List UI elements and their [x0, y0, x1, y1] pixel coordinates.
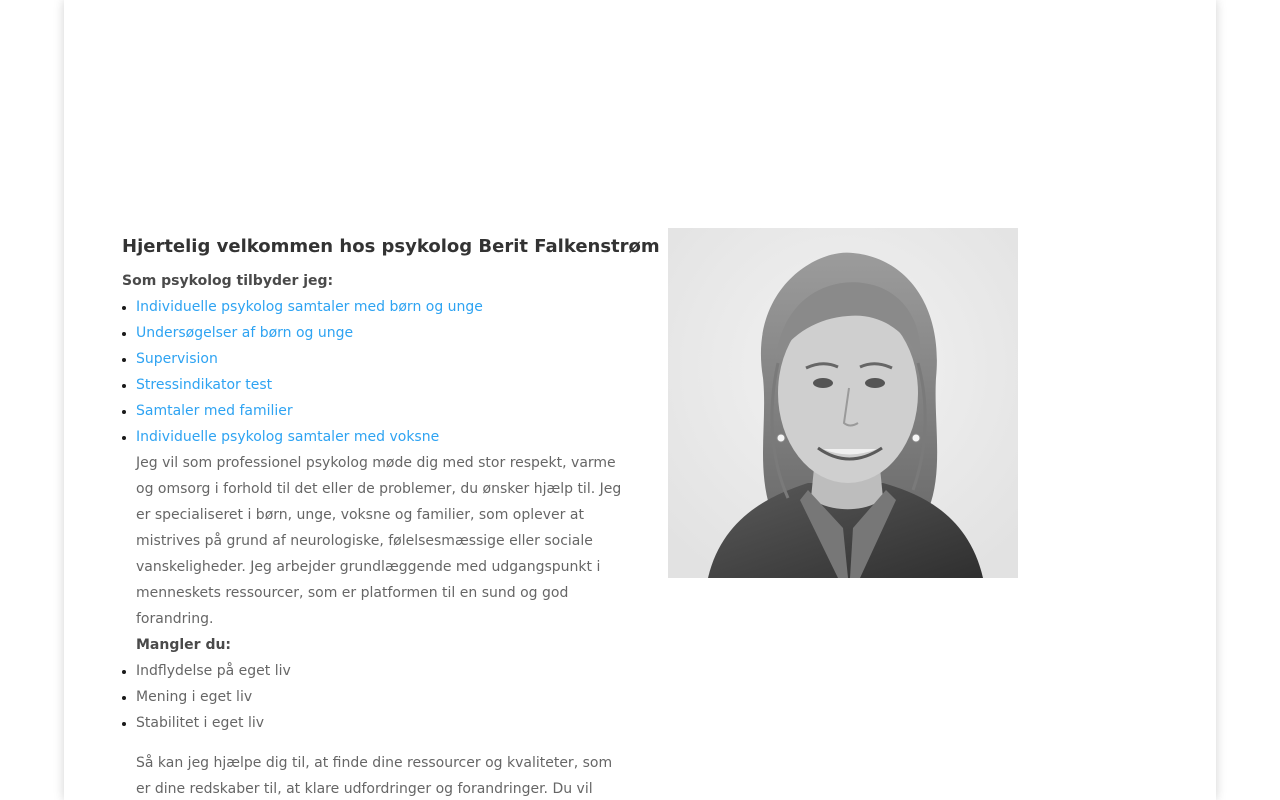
lacks-item-meaning: Mening i eget liv: [136, 689, 253, 705]
lacks-list: [122, 658, 622, 736]
list-item: [136, 346, 622, 372]
services-intro: Som psykolog tilbyder jeg:: [122, 273, 334, 289]
service-link-supervision[interactable]: Supervision: [136, 351, 218, 367]
list-item: [136, 294, 622, 320]
service-link-stress-test[interactable]: Stressindikator test: [136, 377, 273, 393]
list-item: [136, 658, 622, 684]
service-link-family-talks[interactable]: Samtaler med familier: [136, 403, 293, 419]
list-item: [136, 398, 622, 424]
service-link-children-talks[interactable]: Individuelle psykolog samtaler med børn og unge: [136, 299, 483, 315]
lacks-heading: Mangler du:: [136, 637, 232, 653]
service-link-examinations[interactable]: Undersøgelser af børn og unge: [136, 325, 354, 341]
page-title: Hjertelig velkommen hos psykolog Berit Falkenstrøm: [122, 236, 660, 257]
help-paragraph: Så kan jeg hjælpe dig til, at finde dine ressourcer og kvaliteter, som er dine redskaber til, at klare udfordringer og forandringer. Du vil: [136, 755, 613, 797]
list-item: [136, 424, 622, 450]
list-item: [136, 710, 622, 736]
list-item: [136, 684, 622, 710]
portrait-photo: [668, 228, 1018, 578]
lacks-item-influence: Indflydelse på eget liv: [136, 663, 291, 679]
services-list: [122, 294, 622, 450]
list-item: [136, 372, 622, 398]
service-link-adult-talks[interactable]: Individuelle psykolog samtaler med voksne: [136, 429, 440, 445]
main-content: [122, 232, 660, 800]
page-container: [64, 0, 1216, 800]
lacks-item-stability: Stabilitet i eget liv: [136, 715, 265, 731]
list-item: [136, 320, 622, 346]
intro-paragraph: Jeg vil som professionel psykolog møde dig med stor respekt, varme og omsorg i forhold til det eller de problemer, du ønsker hjælp til. Jeg er specialiseret i børn, unge, voksne og familier, som oplever at mistrives på grund af neurologiske, følelsesmæssige eller sociale vanskeligheder. Jeg arbejder grundlæggende med udgangspunkt i menneskets ressourcer, som er platformen til en sund og god forandring.: [136, 455, 622, 627]
header-area: [64, 0, 1216, 200]
